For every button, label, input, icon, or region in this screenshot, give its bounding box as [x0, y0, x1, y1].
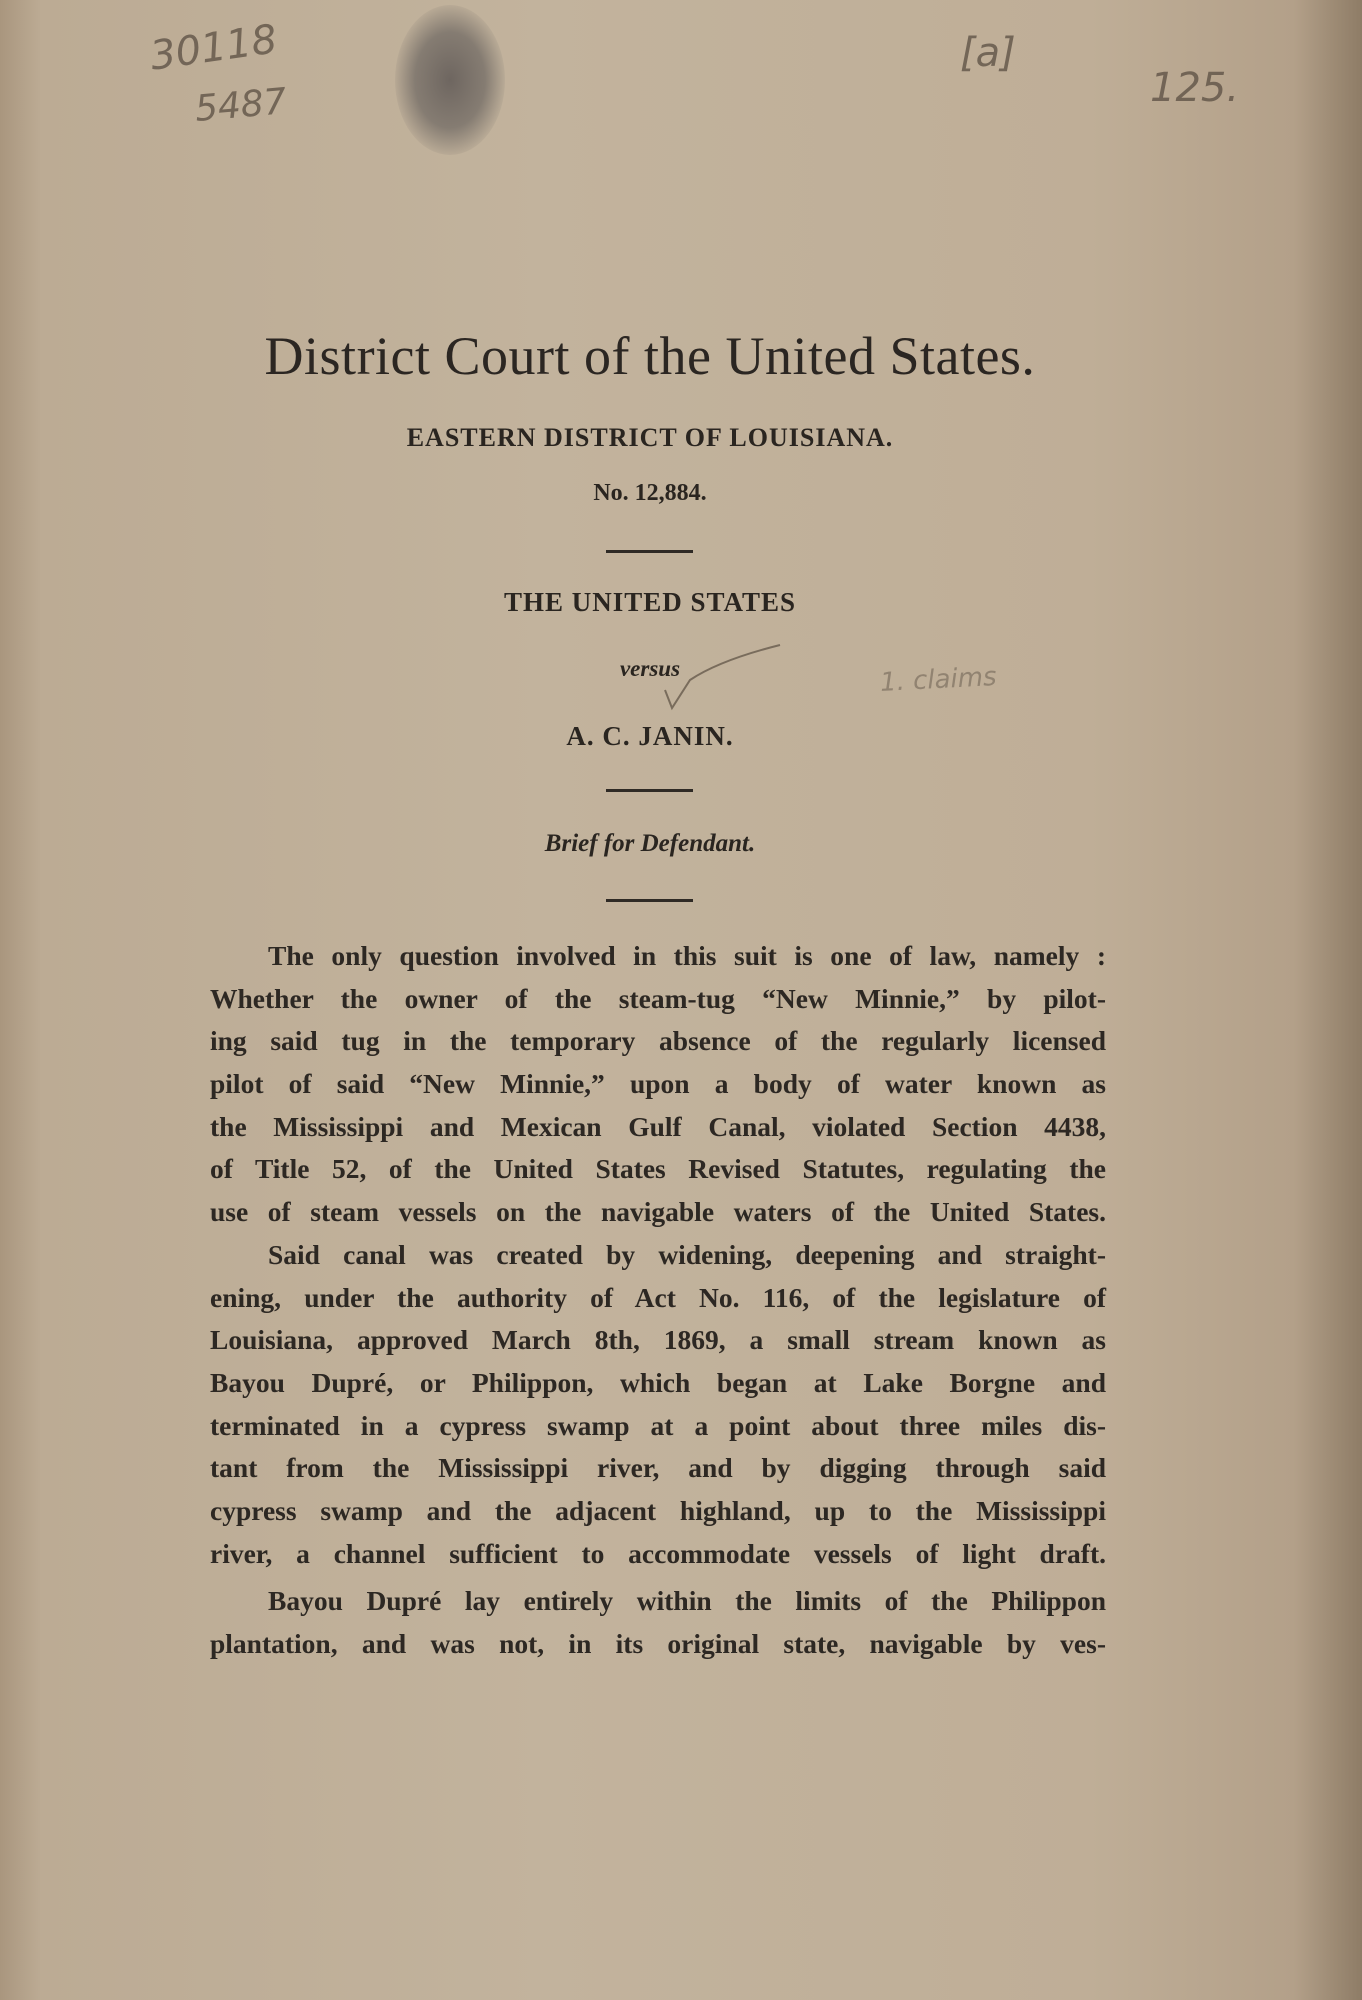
text-line: river, a channel sufficient to accommodate vessels of light draft.: [210, 1537, 1106, 1569]
text-line: pilot of said “New Minnie,” upon a body of water known as: [210, 1068, 1106, 1100]
handwritten-note: 30118: [147, 16, 280, 80]
handwritten-note: 125.: [1150, 65, 1240, 111]
handwritten-margin-note: 1. claims: [879, 661, 998, 699]
text-line: the Mississippi and Mexican Gulf Canal, violated Section 4438,: [210, 1110, 1106, 1142]
document-type: Brief for Defendant.: [544, 830, 756, 857]
text-line: use of steam vessels on the navigable waters of the United States.: [210, 1196, 1106, 1228]
text-line: Bayou Dupré, or Philippon, which began at Lake Borgne and: [210, 1366, 1106, 1398]
handwritten-note: 5487: [193, 81, 289, 130]
text-line: Bayou Dupré lay entirely within the limits of the Philippon: [268, 1585, 1106, 1617]
text-line: of Title 52, of the United States Revised Statutes, regulating the: [210, 1153, 1106, 1185]
court-title: District Court of the United States.: [264, 326, 1036, 386]
divider: [606, 550, 693, 553]
text-line: cypress swamp and the adjacent highland, up to the Mississippi: [210, 1494, 1106, 1526]
district-heading: EASTERN DISTRICT OF LOUISIANA.: [406, 423, 894, 452]
text-line: Whether the owner of the steam-tug “New Minnie,” by pilot-: [210, 982, 1106, 1014]
handwritten-note: [a]: [960, 30, 1016, 76]
brief-body: [210, 935, 1106, 1666]
divider: [606, 899, 693, 902]
versus-label: versus: [619, 656, 681, 681]
text-line: plantation, and was not, in its original state, navigable by ves-: [210, 1628, 1106, 1659]
plaintiff: THE UNITED STATES: [503, 587, 797, 617]
text-line: terminated in a cypress swamp at a point about three miles dis-: [210, 1409, 1106, 1441]
ink-stain: [395, 5, 505, 155]
case-number: No. 12,884.: [593, 480, 707, 506]
text-line: The only question involved in this suit is one of law, namely :: [268, 940, 1106, 971]
text-line: ing said tug in the temporary absence of the regularly licensed: [210, 1025, 1106, 1057]
divider: [606, 789, 693, 792]
text-line: ening, under the authority of Act No. 116, of the legislature of: [210, 1281, 1106, 1313]
text-line: tant from the Mississippi river, and by digging through said: [210, 1452, 1106, 1484]
text-line: Louisiana, approved March 8th, 1869, a small stream known as: [210, 1324, 1106, 1356]
defendant: A. C. JANIN.: [566, 721, 734, 751]
text-line: Said canal was created by widening, deepening and straight-: [268, 1238, 1106, 1270]
